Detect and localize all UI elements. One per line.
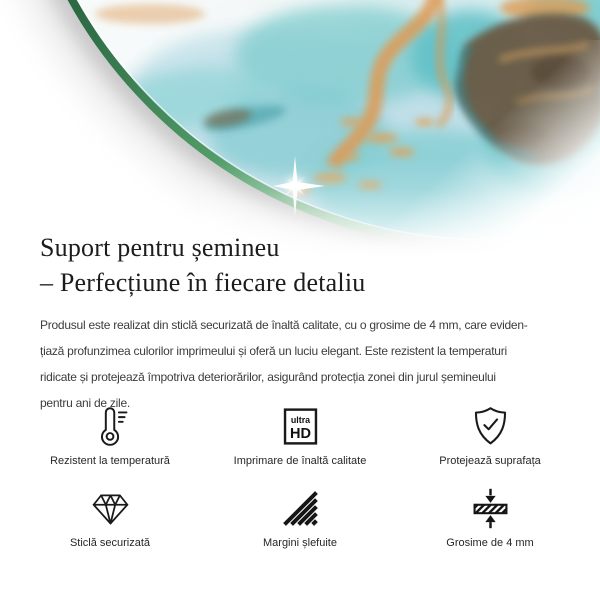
product-info-section (40, 230, 585, 416)
thermometer-icon (88, 404, 133, 449)
description-line: țiază profunzimea culorilor imprimeului și oferă un luciu elegant. Este rezistent la temperaturi (40, 344, 507, 358)
description-line: ridicate și protejează împotriva deteriorărilor, asigurând protecția zonei din jurul șemineului (40, 370, 496, 384)
description-line: Produsul este realizat din sticlă securizată de înaltă calitate, cu o grosime de 4 mm, care eviden- (40, 318, 528, 332)
feature-grid (15, 400, 585, 564)
page-title-line2: – Perfecțiune în fiecare detaliu (40, 268, 366, 297)
shield-check-icon (468, 404, 513, 449)
ultra-hd-icon-text-bottom: HD (289, 425, 311, 442)
beveled-edges-icon (278, 486, 323, 531)
page-title-line1: Suport pentru șemineu (40, 233, 280, 262)
description-line: pentru ani de zile. (40, 396, 130, 410)
feature-print-quality (205, 400, 395, 482)
feature-tempered-glass (15, 482, 205, 564)
feature-label: Rezistent la temperatură (50, 455, 170, 467)
diamond-icon (88, 486, 133, 531)
feature-label: Grosime de 4 mm (446, 537, 534, 549)
feature-temperature (15, 400, 205, 482)
thickness-4mm-icon (468, 486, 513, 531)
feature-polished-edges (205, 482, 395, 564)
feature-label: Protejează suprafața (439, 455, 541, 467)
ultra-hd-icon (278, 404, 323, 449)
ultra-hd-icon-text-top: ultra (290, 414, 310, 425)
feature-protects-surface (395, 400, 585, 482)
page-title (40, 230, 585, 300)
feature-thickness (395, 482, 585, 564)
feature-label: Margini șlefuite (263, 537, 337, 549)
feature-label: Imprimare de înaltă calitate (233, 455, 367, 467)
feature-label: Sticlă securizată (69, 537, 151, 549)
